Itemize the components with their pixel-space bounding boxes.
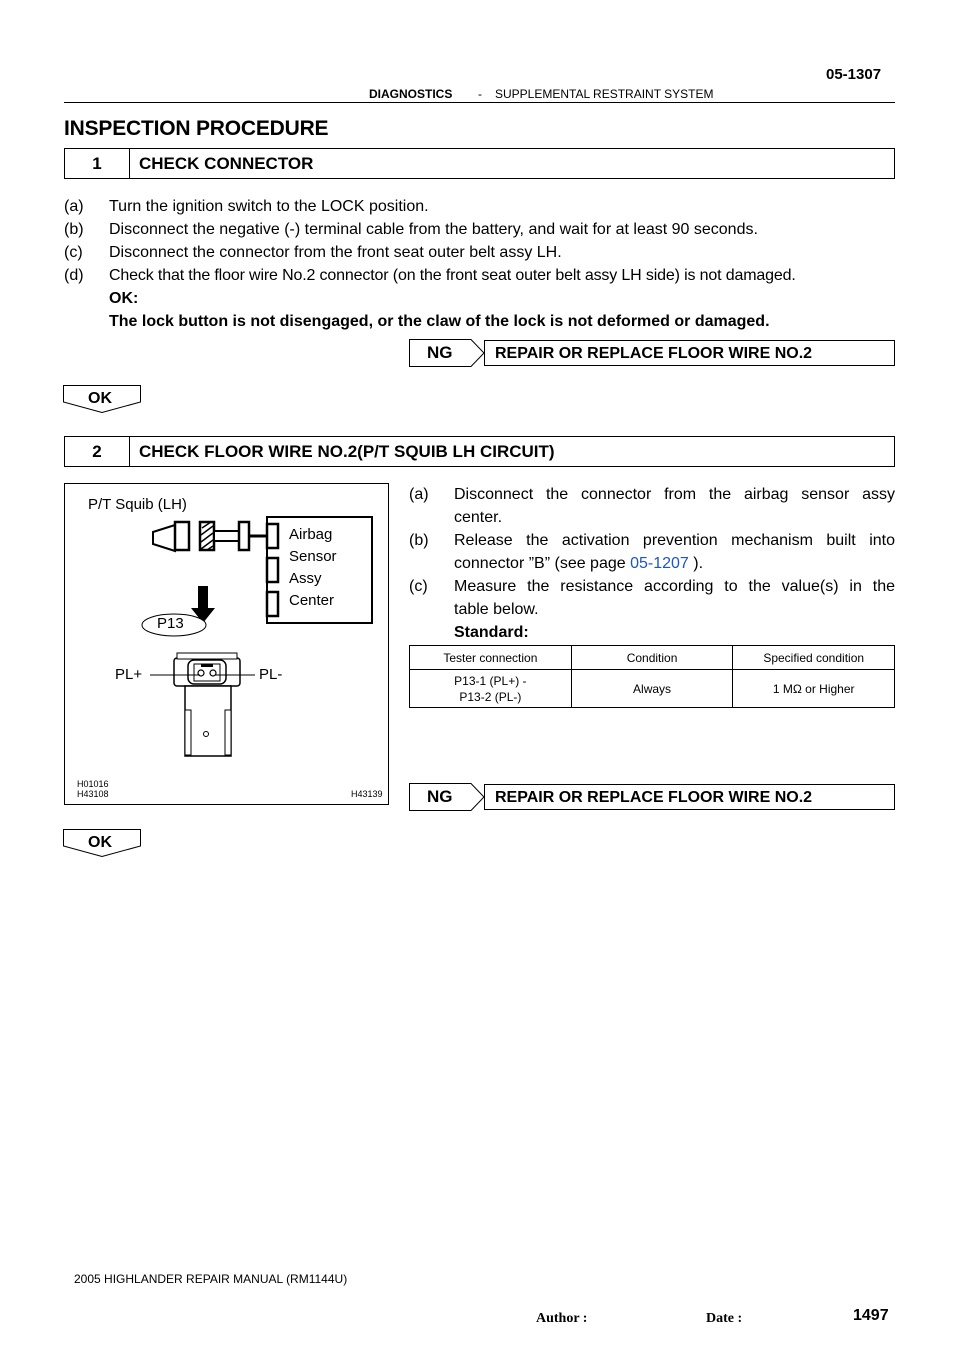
item-label: (d) [64, 267, 84, 284]
connector-diagram [65, 484, 388, 804]
footer-date-label: Date : [706, 1311, 743, 1326]
connector-figure [64, 483, 389, 805]
spec-table [409, 645, 895, 708]
footer-author-label: Author : [536, 1311, 588, 1326]
footer-page-number: 1497 [853, 1307, 889, 1324]
item-label: (c) [409, 578, 428, 595]
step-2-item-c: (c) Measure the resistance according to the value(s) in the table below. [409, 575, 895, 621]
step-1-instructions [64, 195, 895, 333]
step-2-header [64, 436, 895, 467]
item-text: Disconnect the connector from the front seat outer belt assy LH. [109, 244, 562, 261]
header-specified-condition: Specified condition [733, 646, 895, 670]
item-text: Turn the ignition switch to the LOCK position. [109, 198, 429, 215]
cell-connection: P13-1 (PL+) - P13-2 (PL-) [410, 670, 572, 708]
ok-criteria-text: The lock button is not disengaged, or the claw of the lock is not deformed or damaged. [109, 313, 770, 330]
cell-condition: Always [571, 670, 733, 708]
ok-criteria-label: OK: [109, 290, 139, 307]
item-label: (b) [64, 221, 84, 238]
step-2-instructions [409, 483, 895, 644]
squib-label: P/T Squib (LH) [88, 496, 187, 513]
figure-code: H43139 [351, 789, 383, 799]
airbag-sensor-label: Airbag Sensor Assy Center [289, 526, 337, 609]
step-2-number: 2 [65, 437, 130, 466]
step-1-number: 1 [65, 149, 130, 178]
header-rule [64, 102, 895, 103]
item-label: (b) [409, 532, 429, 549]
header-separator: - [478, 87, 482, 101]
header-tester-connection: Tester connection [410, 646, 572, 670]
step-1-item-b [64, 218, 895, 241]
step-1-item-c [64, 241, 895, 264]
cell-specified: 1 MΩ or Higher [733, 670, 895, 708]
standard-label: Standard: [454, 624, 529, 641]
ok-label-1: OK [88, 390, 112, 407]
pin-plus-label: PL+ [115, 666, 143, 683]
ng-label-1: NG [427, 343, 453, 362]
item-text: Disconnect the negative (-) terminal cable from the battery, and wait for at least 90 seconds. [109, 221, 758, 238]
step-2-item-a: (a) Disconnect the connector from the airbag sensor assy center. [409, 483, 895, 529]
page-title: INSPECTION PROCEDURE [64, 117, 329, 140]
item-label: (a) [64, 198, 84, 215]
step-1-item-d [64, 264, 895, 287]
ng-action-1: REPAIR OR REPLACE FLOOR WIRE NO.2 [484, 340, 895, 366]
step-1-header [64, 148, 895, 179]
table-row [410, 670, 895, 708]
step-1-title: CHECK CONNECTOR [139, 154, 314, 173]
footer-manual: 2005 HIGHLANDER REPAIR MANUAL (RM1144U) [74, 1272, 348, 1286]
page-link-05-1207[interactable]: 05-1207 [630, 555, 689, 572]
item-text: Check that the floor wire No.2 connector (on the front seat outer belt assy LH side) is not damaged. [109, 267, 796, 284]
header-category: DIAGNOSTICS [369, 87, 453, 101]
step-2-item-b: (b) Release the activation prevention mechanism built into connector ”B” (see page 05-1207 ). [409, 529, 895, 575]
ok-label-2: OK [88, 834, 112, 851]
page-number: 05-1307 [826, 66, 882, 83]
connector-p13-label: P13 [157, 615, 184, 632]
item-label: (c) [64, 244, 83, 261]
pin-minus-label: PL- [259, 666, 283, 683]
ng-action-2: REPAIR OR REPLACE FLOOR WIRE NO.2 [484, 784, 895, 810]
table-header-row [410, 646, 895, 670]
header-condition: Condition [571, 646, 733, 670]
figure-ref-codes: H01016 H43108 [77, 779, 109, 799]
step-1-item-a [64, 195, 895, 218]
item-label: (a) [409, 486, 429, 503]
ng-label-2: NG [427, 787, 453, 806]
step-2-title: CHECK FLOOR WIRE NO.2(P/T SQUIB LH CIRCUIT) [139, 442, 555, 461]
header-subtitle: SUPPLEMENTAL RESTRAINT SYSTEM [495, 87, 714, 101]
